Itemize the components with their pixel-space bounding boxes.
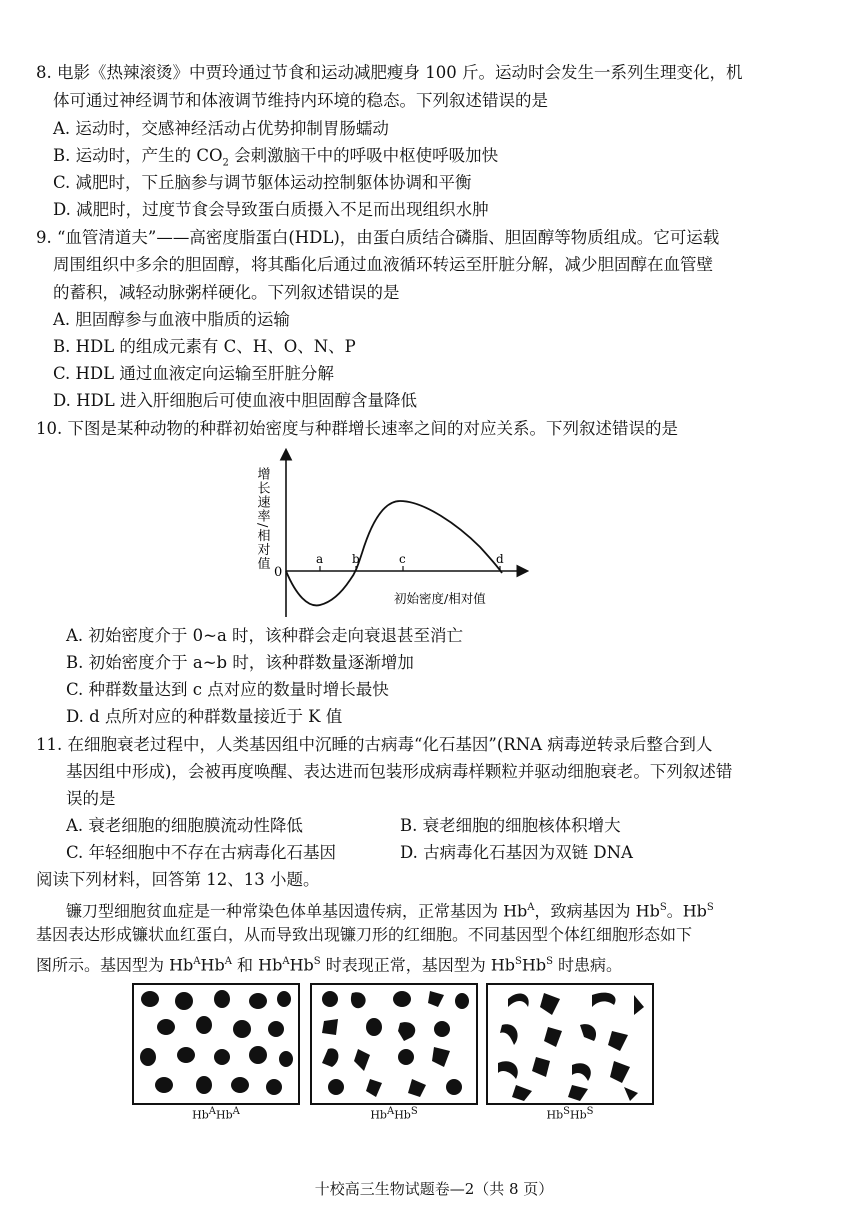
x-axis-label: 初始密度/相对值 <box>394 591 486 606</box>
q10-option-a: A. 初始密度介于 0~a 时，该种群会走向衰退甚至消亡 <box>66 626 464 645</box>
material-paragraph-line1: 镰刀型细胞贫血症是一种常染色体单基因遗传病，正常基因为 $Hb^A$，致病基因为 $Hb^S$。$Hb^S$ <box>66 901 714 921</box>
material-paragraph-line3: 图所示。基因型为 $Hb^AHb^A$ 和 $Hb^AHb^S$ 时表现正常，基因型为 $Hb^SHb^S$ 时患病。 <box>36 955 623 975</box>
q10-option-d: D. d 点所对应的种群数量接近于 K 值 <box>66 707 343 726</box>
q8-option-c: C. 减肥时，下丘脑参与调节躯体运动控制躯体协调和平衡 <box>53 173 472 192</box>
q10-option-b: B. 初始密度介于 a~b 时，该种群数量逐渐增加 <box>66 653 414 672</box>
origin-label: 0 <box>274 565 283 580</box>
q11-option-d: D. 古病毒化石基因为双链 DNA <box>400 843 633 862</box>
page-footer: 十校高三生物试题卷—2（共 8 页） <box>314 1180 554 1198</box>
figure-normal-cells <box>132 983 300 1105</box>
q8-option-b: B. 运动时，产生的 $CO_2$ 会刺激脑干中的呼吸中枢使呼吸加快 <box>53 146 499 169</box>
figure-sickle-cells <box>486 983 654 1105</box>
q9-stem-line1: 9. “血管清道夫”——高密度脂蛋白(HDL)，由蛋白质结合磷脂、胆固醇等物质组成。它可运载 <box>36 228 720 247</box>
q8-option-a: A. 运动时，交感神经活动占优势抑制胃肠蠕动 <box>53 119 389 138</box>
q11-option-b: B. 衰老细胞的细胞核体积增大 <box>400 816 621 835</box>
q9-option-b: B. HDL 的组成元素有 C、H、O、N、P <box>53 337 356 356</box>
point-label-a: a <box>316 552 324 566</box>
figure-caption-sickle: $Hb^SHb^S$ <box>546 1106 594 1122</box>
q10-stem: 10. 下图是某种动物的种群初始密度与种群增长速率之间的对应关系。下列叙述错误的是 <box>36 419 678 438</box>
point-label-c: c <box>399 552 406 566</box>
q11-stem-line1: 11. 在细胞衰老过程中，人类基因组中沉睡的古病毒“化石基因”(RNA 病毒逆转录后整合到人 <box>36 735 713 754</box>
point-label-d: d <box>496 552 504 566</box>
figure-caption-normal: $Hb^AHb^A$ <box>192 1106 240 1122</box>
q11-stem-line2: 基因组中形成)，会被再度唤醒、表达进而包装形成病毒样颗粒并驱动细胞衰老。下列叙述错 <box>66 762 733 781</box>
point-label-b: b <box>352 552 360 566</box>
q10-option-c: C. 种群数量达到 c 点对应的数量时增长最快 <box>66 680 389 699</box>
material-intro: 阅读下列材料，回答第 12、13 小题。 <box>36 870 320 889</box>
q9-option-a: A. 胆固醇参与血液中脂质的运输 <box>53 310 290 329</box>
figure-carrier-cells <box>310 983 478 1105</box>
q8-stem-line1: 8. 电影《热辣滚烫》中贾玲通过节食和运动减肥瘦身 100 斤。运动时会发生一系列生理变化，机 <box>36 63 743 82</box>
q11-option-a: A. 衰老细胞的细胞膜流动性降低 <box>66 816 303 835</box>
q9-stem-line3: 的蓄积，减轻动脉粥样硬化。下列叙述错误的是 <box>53 283 400 302</box>
q9-option-d: D. HDL 进入肝细胞后可使血液中胆固醇含量降低 <box>53 391 417 410</box>
q9-stem-line2: 周围组织中多余的胆固醇，将其酯化后通过血液循环转运至肝脏分解，减少胆固醇在血管壁 <box>53 255 713 274</box>
q8-stem-line2: 体可通过神经调节和体液调节维持内环境的稳态。下列叙述错误的是 <box>53 91 548 110</box>
material-paragraph-line2: 基因表达形成镰状血红蛋白，从而导致出现镰刀形的红细胞。不同基因型个体红细胞形态如下 <box>36 925 693 944</box>
figure-caption-carrier: $Hb^AHb^S$ <box>370 1106 418 1122</box>
q8-option-d: D. 减肥时，过度节食会导致蛋白质摄入不足而出现组织水肿 <box>53 200 489 219</box>
q11-option-c: C. 年轻细胞中不存在古病毒化石基因 <box>66 843 337 862</box>
growth-rate-chart <box>248 445 538 623</box>
q9-option-c: C. HDL 通过血液定向运输至肝脏分解 <box>53 364 334 383</box>
q11-stem-line3: 误的是 <box>66 789 116 808</box>
y-axis-label: 增长速率/相对值 <box>254 467 270 571</box>
